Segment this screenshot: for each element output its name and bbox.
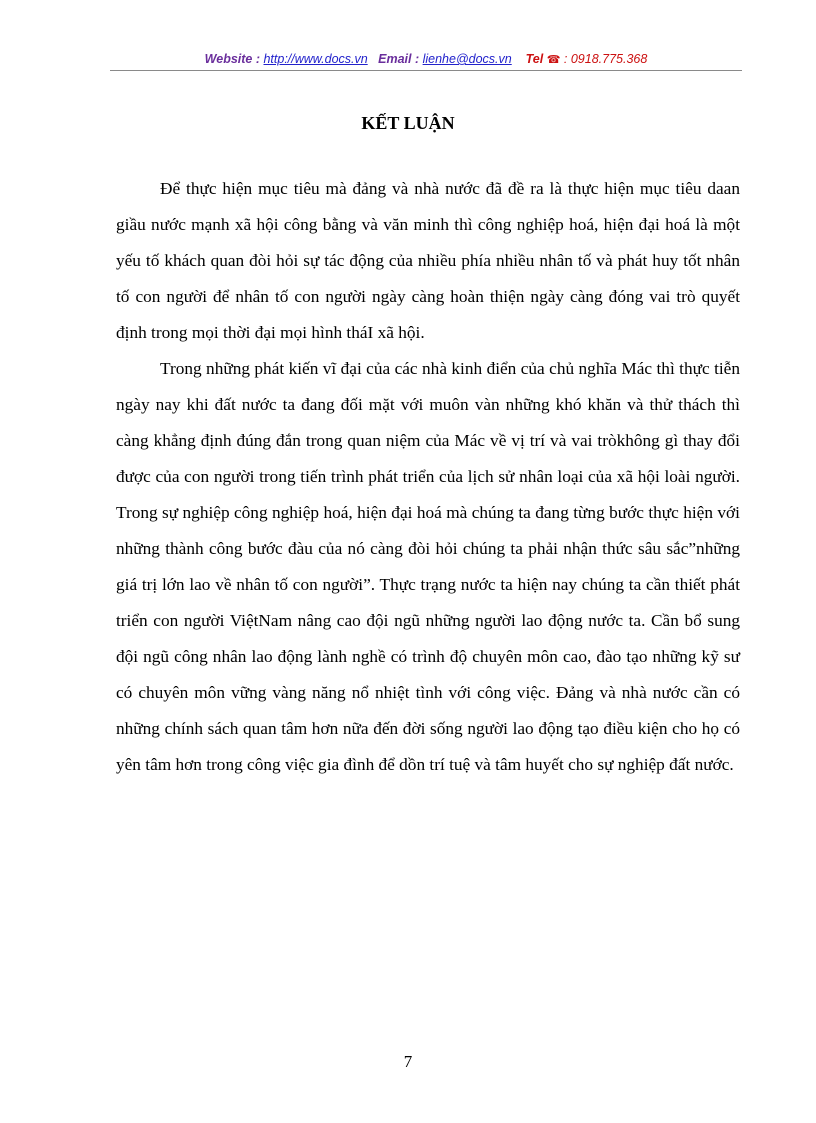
- paragraph: Trong những phát kiến vĩ đại của các nhà kinh điển của chủ nghĩa Mác thì thực tiễn ngày nay khi đất nước ta đang đối mặt với muôn vàn những khó khăn và thử thách thì càng khẳng định đúng đắn trong quan niệm của Mác về vị trí và vai tròkhông gì thay đổi được của con người trong tiến trình phát triển của lịch sử nhân loại của xã hội loài người. Trong sự nghiệp công nghiệp hoá, hiện đại hoá mà chúng ta đang từng bước thực hiện với những thành công bước đàu của nó càng đòi hỏi chúng ta phải nhận thức sâu sắc”những giá trị lớn lao về nhân tố con người”. Thực trạng nước ta hiện nay chúng ta cần thiết phát triển con người ViệtNam nâng cao đội ngũ những người lao động nước ta. Cần bổ sung đội ngũ công nhân lao động lành nghề có trình độ chuyên môn cao, đào tạo những kỹ sư có chuyên môn vững vàng năng nổ nhiệt tình với công việc. Đảng và nhà nước cần có những chính sách quan tâm hơn nữa đến đời sống người lao động tạo điều kiện cho họ có yên tâm hơn trong công việc gia đình để dồn trí tuệ và tâm huyết cho sự nghiệp đất nước.: [116, 359, 740, 774]
- body-text: [116, 171, 740, 783]
- tel-value: : 0918.775.368: [560, 52, 648, 66]
- website-label: Website :: [204, 52, 264, 66]
- email-separator: :: [411, 52, 423, 66]
- website-link[interactable]: http://www.docs.vn: [263, 52, 368, 66]
- email-label: Email: [378, 52, 412, 66]
- paragraph: Để thực hiện mục tiêu mà đảng và nhà nước đã đề ra là thực hiện mục tiêu daan giầu nước mạnh xã hội công bằng và văn minh thì công nghiệp hoá, hiện đại hoá là một yếu tố khách quan đòi hỏi sự tác động của nhiều phía nhiều nhân tố và phát huy tốt nhân tố con người để nhân tố con người ngày càng hoàn thiện ngày càng đóng vai trò quyết định trong mọi thời đại mọi hình tháI xã hội.: [116, 179, 740, 342]
- header-divider: [110, 70, 742, 71]
- page-title: KẾT LUẬN: [361, 113, 455, 133]
- page-number: 7: [403, 1052, 413, 1071]
- tel-label: Tel: [525, 52, 544, 66]
- phone-icon: ☎: [546, 54, 561, 66]
- page-header: [110, 50, 742, 69]
- email-link[interactable]: lienhe@docs.vn: [422, 52, 512, 66]
